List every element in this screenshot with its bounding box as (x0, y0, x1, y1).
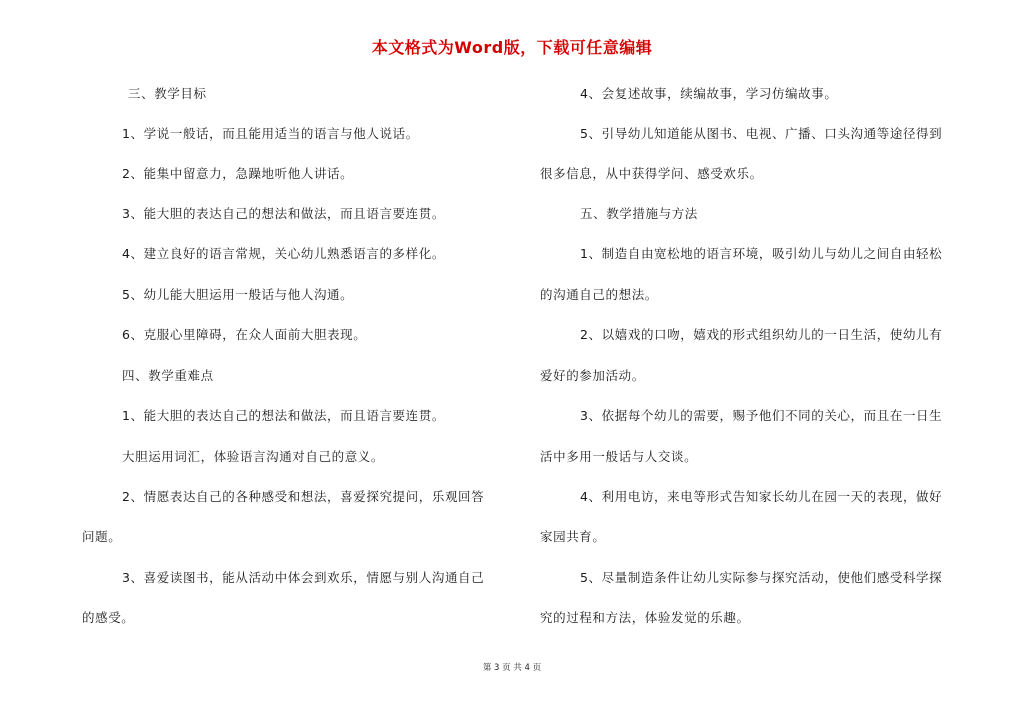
paragraph-line: 2、情愿表达自己的各种感受和想法，喜爱探究提问，乐观回答 (122, 489, 485, 504)
paragraph-line-continuation: 家园共育。 (540, 529, 606, 544)
paragraph-line: 5、幼儿能大胆运用一般话与他人沟通。 (122, 287, 354, 302)
paragraph-line: 5、引导幼儿知道能从图书、电视、广播、口头沟通等途径得到 (580, 126, 943, 141)
paragraph-line-continuation: 问题。 (82, 529, 122, 544)
paragraph-line: 4、利用电访，来电等形式告知家长幼儿在园一天的表现，做好 (580, 489, 943, 504)
paragraph-line-continuation: 的沟通自己的想法。 (540, 287, 658, 302)
left-column (82, 0, 502, 723)
paragraph-line: 4、会复述故事，续编故事，学习仿编故事。 (580, 86, 838, 101)
document-banner: 本文格式为Word版，下载可任意编辑 (371, 38, 653, 57)
section-heading-teaching-methods: 五、教学措施与方法 (580, 206, 698, 221)
paragraph-line: 2、能集中留意力，急躁地听他人讲话。 (122, 166, 354, 181)
paragraph-line-continuation: 的感受。 (82, 610, 135, 625)
paragraph-line: 1、学说一般话，而且能用适当的语言与他人说话。 (122, 126, 419, 141)
paragraph-line-continuation: 爱好的参加活动。 (540, 368, 645, 383)
paragraph-line: 2、以嬉戏的口吻，嬉戏的形式组织幼儿的一日生活，使幼儿有 (580, 327, 943, 342)
paragraph-line-continuation: 活中多用一般话与人交谈。 (540, 449, 698, 464)
paragraph-line: 5、尽量制造条件让幼儿实际参与探究活动，使他们感受科学探 (580, 570, 943, 585)
page-number-footer: 第 3 页 共 4 页 (482, 663, 542, 673)
paragraph-line: 1、制造自由宽松地的语言环境，吸引幼儿与幼儿之间自由轻松 (580, 246, 943, 261)
paragraph-line: 3、能大胆的表达自己的想法和做法，而且语言要连贯。 (122, 206, 445, 221)
right-column (540, 0, 960, 723)
section-heading-teaching-goals: 三、教学目标 (128, 86, 207, 101)
paragraph-line: 4、建立良好的语言常规，关心幼儿熟悉语言的多样化。 (122, 246, 445, 261)
paragraph-line: 3、喜爱读图书，能从活动中体会到欢乐，情愿与别人沟通自己 (122, 570, 485, 585)
paragraph-line: 6、克服心里障碍，在众人面前大胆表现。 (122, 327, 367, 342)
paragraph-line-continuation: 究的过程和方法，体验发觉的乐趣。 (540, 610, 750, 625)
paragraph-line: 1、能大胆的表达自己的想法和做法，而且语言要连贯。 (122, 408, 445, 423)
section-heading-key-difficulties: 四、教学重难点 (122, 368, 214, 383)
paragraph-line: 3、依据每个幼儿的需要，赐予他们不同的关心，而且在一日生 (580, 408, 943, 423)
paragraph-line: 大胆运用词汇，体验语言沟通对自己的意义。 (122, 449, 385, 464)
paragraph-line-continuation: 很多信息，从中获得学问、感受欢乐。 (540, 166, 763, 181)
